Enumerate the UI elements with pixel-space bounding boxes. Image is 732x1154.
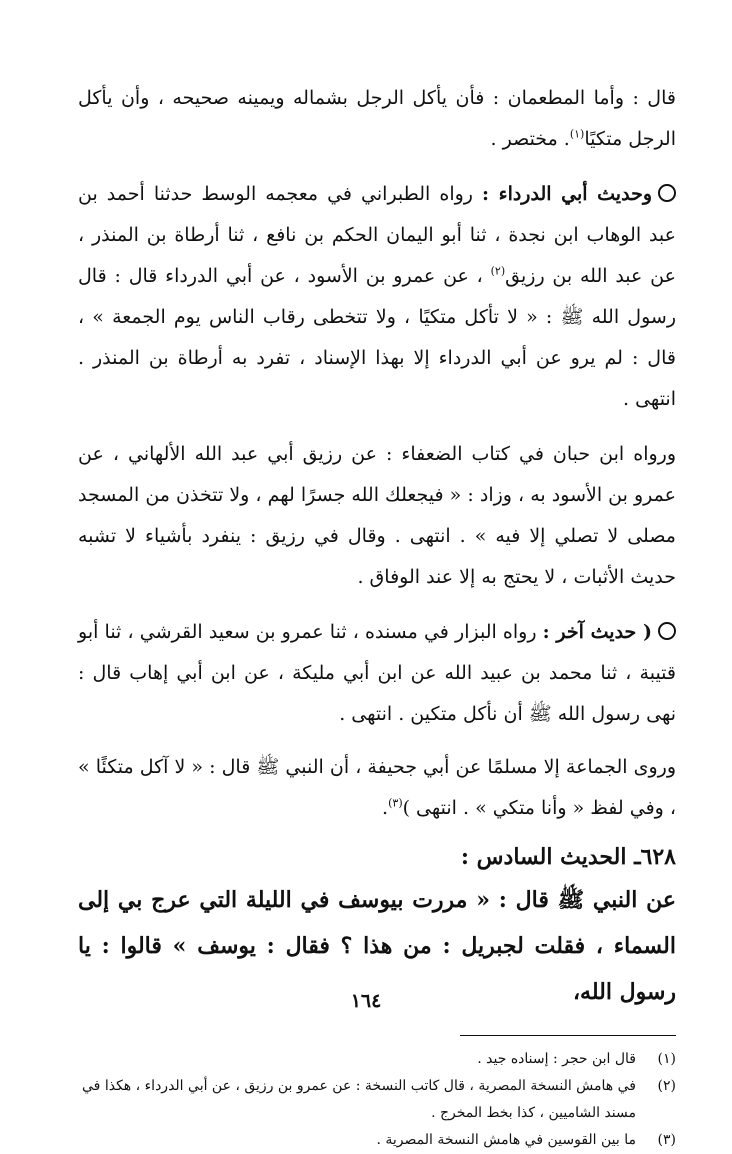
- footnote-ref[interactable]: (٣): [388, 796, 403, 810]
- footnote-ref[interactable]: (٢): [490, 264, 506, 278]
- footnote-number: (٣): [657, 1132, 676, 1148]
- footnote-divider: [460, 1035, 676, 1036]
- paragraph-3: [78, 434, 676, 598]
- paragraph-text: ورواه ابن حبان في كتاب الضعفاء : عن رزيق أبي عبد الله الألهاني ، عن عمرو بن الأسود به ، وزاد : « فيجعلك الله جسرًا لهم ، ولا تتخذن من المسجد مصلى لا تصلي إلا فيه » . انتهى . وقال في رزيق : ينفرد بأشياء لا تشبه حديث الأثبات ، لا يحتج به إلا عند الوفاق .: [78, 443, 676, 588]
- footnote-item: [78, 1073, 676, 1127]
- footnotes: [78, 1046, 676, 1154]
- hadith-text: عن النبي ﷺ قال : « مررت بيوسف في الليلة التي عرج بي إلى السماء ، فقلت لجبريل : من هذا ؟ فقال : يوسف » قالوا : يا رسول الله،: [78, 887, 676, 1005]
- paragraph-4: [78, 612, 676, 735]
- paragraph-text: . مختصر .: [490, 128, 570, 150]
- section-lead: ( حديث آخر :: [542, 621, 652, 643]
- paragraph-text: رواه الطبراني في معجمه الوسط حدثنا أحمد بن عبد الوهاب ابن نجدة ، ثنا أبو اليمان الحكم بن نافع ، ثنا أرطاة بن المنذر ، عن عبد الله بن رزيق: [78, 183, 676, 287]
- footnote-number: (١): [657, 1051, 676, 1067]
- footnote-text: في هامش النسخة المصرية ، قال كاتب النسخة : عن عمرو بن رزيق ، عن أبي الدرداء ، هكذا في مسند الشاميين ، كذا بخط المخرج .: [82, 1078, 636, 1121]
- circle-bullet-icon: [658, 622, 676, 640]
- paragraph-text: رواه البزار في مسنده ، ثنا عمرو بن سعيد القرشي ، ثنا أبو قتيبة ، ثنا محمد بن عبيد الله عن ابن أبي مليكة ، عن ابن أبي إهاب قال : نهى رسول الله ﷺ أن نأكل متكين . انتهى .: [78, 621, 676, 725]
- footnote-text: ما بين القوسين في هامش النسخة المصرية .: [376, 1132, 636, 1148]
- paragraph-text: .: [382, 797, 389, 819]
- footnote-number: (٢): [657, 1078, 676, 1094]
- paragraph-5: [78, 747, 676, 829]
- page-number: ١٦٤: [350, 990, 382, 1012]
- paragraph-1: [78, 78, 676, 160]
- paragraph-2: [78, 174, 676, 420]
- section-lead: وحديث أبي الدرداء :: [482, 183, 652, 205]
- paragraph-text: ، عن عمرو بن الأسود ، عن أبي الدرداء قال : قال رسول الله ﷺ : « لا تأكل متكيًا ، ولا تتخطى رقاب الناس يوم الجمعة » ، قال : لم يرو عن أبي الدرداء إلا بهذا الإسناد ، تفرد به أرطاة بن المنذر . انتهى .: [78, 265, 676, 410]
- paragraph-text: قال : وأما المطعمان : فأن يأكل الرجل بشماله ويمينه صحيحه ، وأن يأكل الرجل متكيًا: [78, 87, 676, 150]
- paragraph-text: وروى الجماعة إلا مسلمًا عن أبي جحيفة ، أن النبي ﷺ قال : « لا آكل متكئًا » ، وفي لفظ « وأنا متكي » . انتهى ): [78, 756, 676, 819]
- footnote-text: قال ابن حجر : إسناده جيد .: [477, 1051, 636, 1067]
- circle-bullet-icon: [658, 184, 676, 202]
- footnote-item: [78, 1127, 676, 1154]
- footnote-ref[interactable]: (١): [569, 127, 585, 141]
- hadith-heading: ٦٢٨ـ الحديث السادس :: [460, 844, 676, 870]
- footnote-item: [78, 1046, 676, 1073]
